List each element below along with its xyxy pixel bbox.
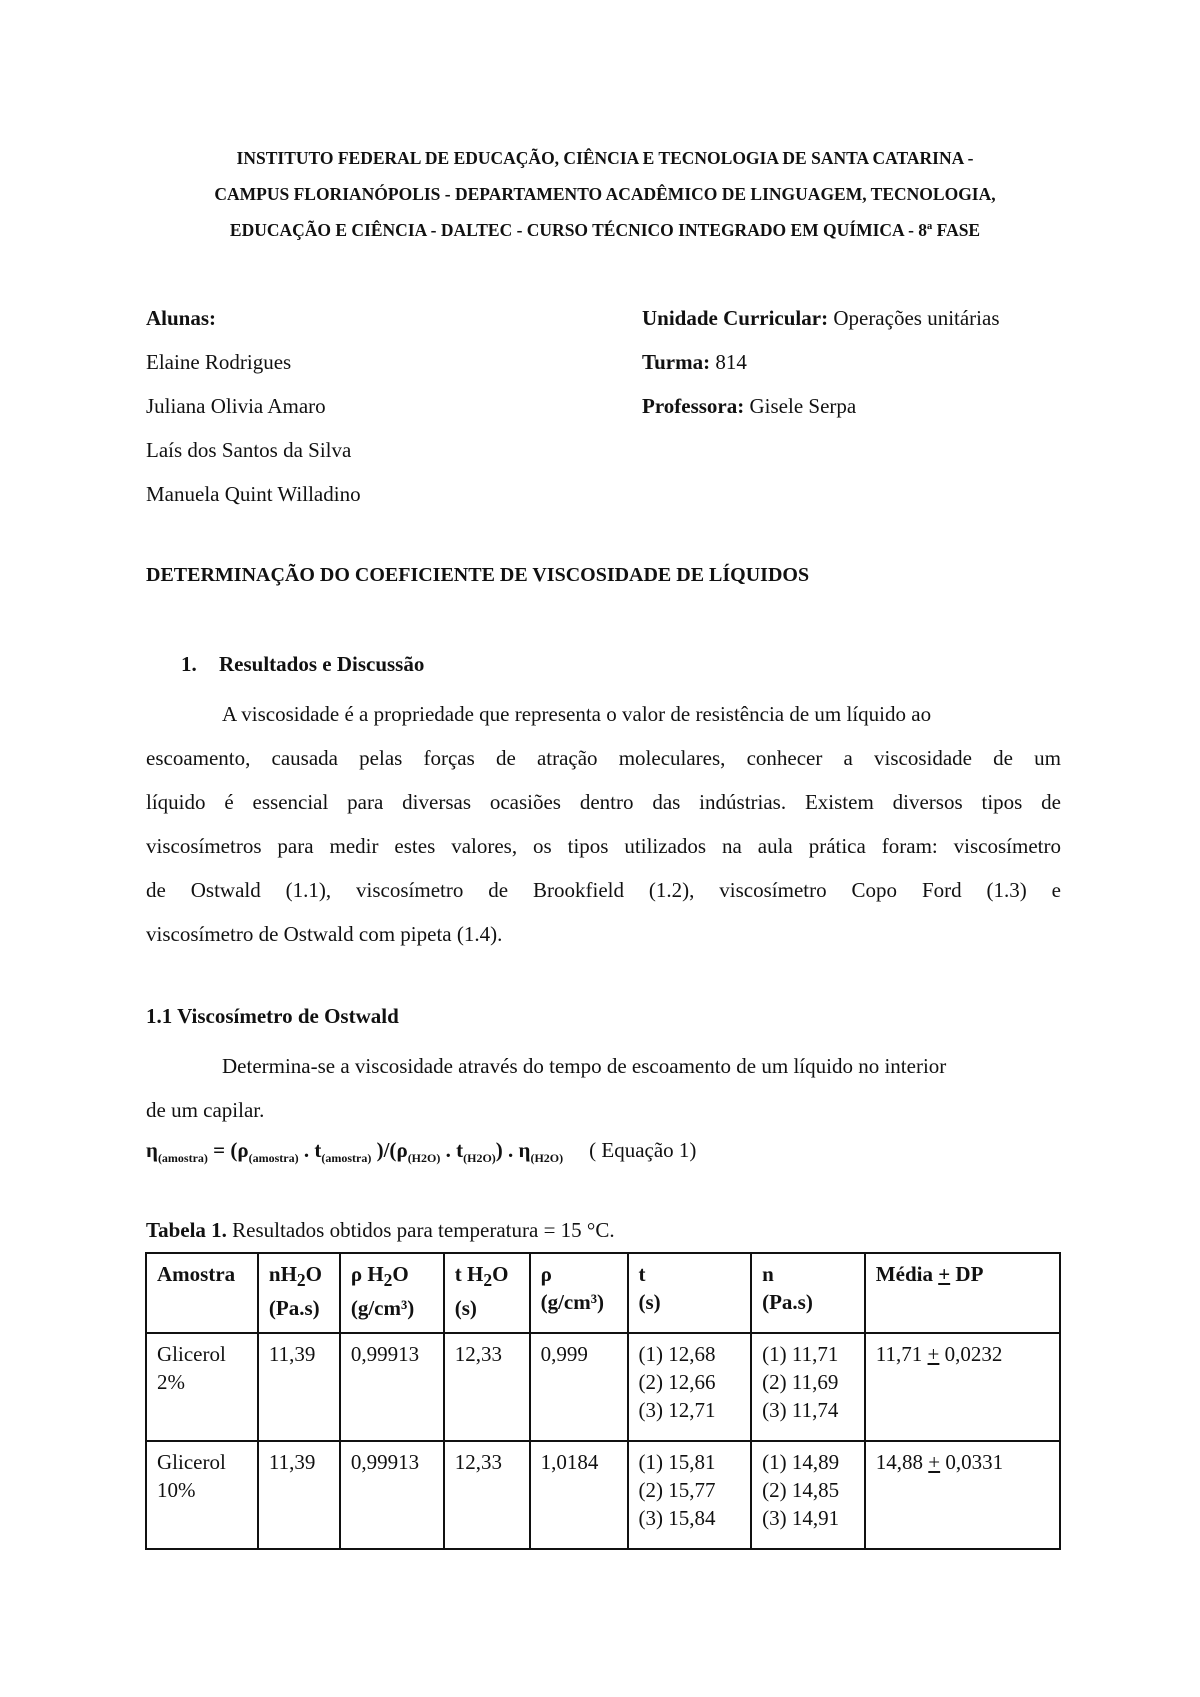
equation-text: ) . bbox=[495, 1138, 519, 1162]
paragraph-line: A viscosidade é a propriedade que representa o valor de resistência de um líquido ao bbox=[222, 702, 932, 726]
eta-symbol: η bbox=[518, 1138, 531, 1162]
cell-t: (1) 12,68 (2) 12,66 (3) 12,71 bbox=[628, 1333, 752, 1441]
header-n-h2o: $nH_2O$ (Pa.s) bbox=[258, 1253, 340, 1333]
table-row bbox=[146, 1333, 1060, 1441]
paragraph-line: escoamento, causada pelas forças de atração moleculares, conhecer a viscosidade de um bbox=[146, 746, 1061, 770]
cell-n-h2o: 11,39 bbox=[258, 1441, 340, 1549]
equation-text: )/( bbox=[371, 1138, 397, 1162]
paragraph-line: viscosímetros para medir estes valores, os tipos utilizados na aula prática foram: viscosímetro bbox=[146, 834, 1061, 858]
table-header-row bbox=[146, 1253, 1060, 1333]
subscript: (H2O) bbox=[530, 1151, 564, 1166]
subscript: (amostra) bbox=[157, 1151, 208, 1166]
course-info-block bbox=[642, 296, 1000, 428]
rho-symbol: ρ bbox=[396, 1138, 408, 1162]
time-symbol: t bbox=[456, 1138, 464, 1162]
cell-rho-h2o: 0,99913 bbox=[340, 1441, 444, 1549]
table-row bbox=[146, 1441, 1060, 1549]
equation-text: = ( bbox=[207, 1138, 238, 1162]
cell-media-dp: 14,88 + 0,0331 bbox=[865, 1441, 1060, 1549]
cell-t-h2o: 12,33 bbox=[444, 1441, 530, 1549]
equation-label: ( Equação 1) bbox=[589, 1138, 697, 1162]
header-line-2: CAMPUS FLORIANÓPOLIS - DEPARTAMENTO ACADÊMICO DE LINGUAGEM, TECNOLOGIA, bbox=[214, 184, 996, 204]
header-t: t (s) bbox=[628, 1253, 752, 1333]
eta-symbol: η bbox=[146, 1138, 158, 1162]
cell-n: (1) 14,89 (2) 14,85 (3) 14,91 bbox=[751, 1441, 865, 1549]
teacher-value: Gisele Serpa bbox=[749, 394, 857, 418]
unit-value: Operações unitárias bbox=[833, 306, 1000, 330]
class-label: Turma: bbox=[642, 350, 711, 374]
header-rho: ρ (g/cm³) bbox=[530, 1253, 628, 1333]
header-rho-h2o: ρ $H_2O$ (g/cm³) bbox=[340, 1253, 444, 1333]
table-caption-label: Tabela 1. bbox=[146, 1218, 227, 1242]
header-line-3: EDUCAÇÃO E CIÊNCIA - DALTEC - CURSO TÉCNICO INTEGRADO EM QUÍMICA - 8ª FASE bbox=[229, 220, 981, 240]
cell-t: (1) 15,81 (2) 15,77 (3) 15,84 bbox=[628, 1441, 752, 1549]
paragraph-line: de Ostwald (1.1), viscosímetro de Brookfield (1.2), viscosímetro Copo Ford (1.3) e bbox=[146, 878, 1061, 902]
paragraph-line: líquido é essencial para diversas ocasiões dentro das indústrias. Existem diversos tipos de bbox=[146, 790, 1061, 814]
unit-row bbox=[642, 296, 1000, 340]
unit-label: Unidade Curricular: bbox=[642, 306, 829, 330]
cell-n: (1) 11,71 (2) 11,69 (3) 11,74 bbox=[751, 1333, 865, 1441]
header-t-h2o: t $H_2O$ (s) bbox=[444, 1253, 530, 1333]
cell-t-h2o: 12,33 bbox=[444, 1333, 530, 1441]
subscript: (amostra) bbox=[321, 1151, 372, 1166]
document-title: DETERMINAÇÃO DO COEFICIENTE DE VISCOSIDADE DE LÍQUIDOS bbox=[146, 564, 810, 586]
subsection-heading: 1.1 Viscosímetro de Ostwald bbox=[146, 1004, 399, 1028]
time-symbol: t bbox=[314, 1138, 322, 1162]
subscript: (H2O) bbox=[463, 1151, 496, 1166]
equation-text: . bbox=[298, 1138, 315, 1162]
cell-amostra: Glicerol 2% bbox=[146, 1333, 258, 1441]
viscosity-equation bbox=[146, 1138, 696, 1166]
student-name: Manuela Quint Willadino bbox=[146, 482, 361, 506]
section-title: Resultados e Discussão bbox=[219, 652, 425, 676]
student-name: Juliana Olivia Amaro bbox=[146, 394, 326, 418]
student-name: Laís dos Santos da Silva bbox=[146, 438, 352, 462]
rho-symbol: ρ bbox=[237, 1138, 249, 1162]
cell-rho: 0,999 bbox=[530, 1333, 628, 1441]
paragraph-line: viscosímetro de Ostwald com pipeta (1.4). bbox=[146, 922, 503, 946]
student-name: Elaine Rodrigues bbox=[146, 350, 292, 374]
teacher-row bbox=[642, 384, 1000, 428]
teacher-label: Professora: bbox=[642, 394, 745, 418]
section-heading bbox=[181, 652, 424, 677]
students-block bbox=[146, 296, 361, 516]
results-table bbox=[145, 1252, 1061, 1550]
cell-n-h2o: 11,39 bbox=[258, 1333, 340, 1441]
class-row bbox=[642, 340, 1000, 384]
class-value: 814 bbox=[715, 350, 747, 374]
cell-media-dp: 11,71 + 0,0232 bbox=[865, 1333, 1060, 1441]
section-number: 1. bbox=[181, 652, 197, 676]
header-n: n (Pa.s) bbox=[751, 1253, 865, 1333]
students-label: Alunas: bbox=[146, 306, 217, 330]
subscript: (H2O) bbox=[407, 1151, 441, 1166]
cell-rho-h2o: 0,99913 bbox=[340, 1333, 444, 1441]
equation-text: . bbox=[440, 1138, 457, 1162]
section-paragraph bbox=[146, 692, 1061, 956]
paragraph-line: Determina-se a viscosidade através do tempo de escoamento de um líquido no interior bbox=[222, 1054, 947, 1078]
subscript: (amostra) bbox=[248, 1151, 299, 1166]
header-media-dp: Média + DP bbox=[865, 1253, 1060, 1333]
header-line-1: INSTITUTO FEDERAL DE EDUCAÇÃO, CIÊNCIA E TECNOLOGIA DE SANTA CATARINA - bbox=[236, 148, 974, 168]
institution-header bbox=[140, 140, 1070, 248]
header-amostra: Amostra bbox=[146, 1253, 258, 1333]
paragraph-line: de um capilar. bbox=[146, 1098, 265, 1122]
subsection-paragraph bbox=[146, 1044, 1061, 1132]
table-caption-text: Resultados obtidos para temperatura = 15 °C. bbox=[226, 1218, 615, 1242]
cell-amostra: Glicerol 10% bbox=[146, 1441, 258, 1549]
cell-rho: 1,0184 bbox=[530, 1441, 628, 1549]
table-caption bbox=[146, 1218, 615, 1243]
